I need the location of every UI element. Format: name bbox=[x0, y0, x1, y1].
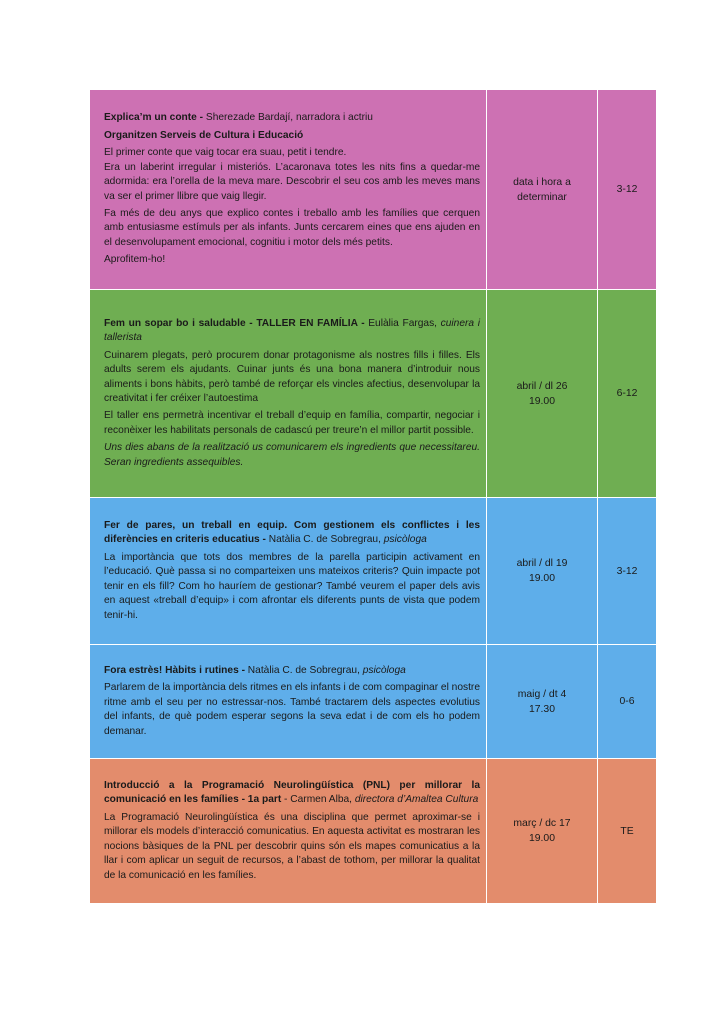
activity-title: Fora estrès! Hàbits i rutines - bbox=[104, 664, 245, 676]
activity-title: Fer de pares, un treball en equip. Com gestionem els conflictes i les diferències en criteris educatius - bbox=[104, 520, 480, 546]
activity-title: Introducció a la Programació Neurolingüística (PNL) per millorar la comunicació en les famílies - 1a part bbox=[104, 780, 480, 806]
activity-paragraph: Fa més de deu anys que explico contes i treballo amb les famílies que cerquen amb entusiasme estímuls per als infants. Junts cercarem eines que ens ajuden en el desenvolupament emocional, cognitiu i motor dels més petits. bbox=[104, 207, 480, 248]
activity-presenter: Natàlia C. de Sobregrau, bbox=[244, 664, 363, 676]
activity-ages: 3-12 bbox=[598, 498, 657, 645]
activity-presenter: Sherezade Bardají, narradora i actriu bbox=[203, 112, 373, 124]
activity-presenter-role: psicòloga bbox=[383, 534, 427, 546]
activity-description bbox=[90, 290, 487, 498]
activity-paragraph: El primer conte que vaig tocar era suau, petit i tendre. Era un laberint irregular i misteriós. L’acaronava totes les nits fins a quedar-me adormida: era l’orella de la meva mare. Descobrir el seu cos amb les meves mans va ser el primer llibre que vaig llegir. bbox=[104, 147, 480, 202]
activity-heading bbox=[104, 779, 480, 808]
activity-note: Uns dies abans de la realització us comunicarem els ingredients que necessitareu. Seran ingredients assequibles. bbox=[104, 442, 480, 468]
activity-presenter: Natàlia C. de Sobregrau, bbox=[265, 534, 384, 546]
activity-presenter: - Carmen Alba, bbox=[281, 794, 355, 806]
activity-ages: 3-12 bbox=[598, 90, 657, 290]
activity-row bbox=[90, 90, 657, 290]
activity-title: Explica’m un conte - bbox=[104, 112, 204, 124]
activity-heading bbox=[104, 664, 480, 678]
activity-paragraph: Aprofitem-ho! bbox=[104, 254, 166, 266]
activity-description bbox=[90, 90, 487, 290]
activity-date: març / dc 17 19.00 bbox=[487, 759, 598, 904]
activity-paragraph: La importància que tots dos membres de la parella participin activament en l’educació. Què passa si no comparteixen uns mateixos criteris? Quin impacte pot tenir en els fill? Com ho hauríem de gestionar? També veurem el paper dels avis en aquest «treball d’equip» i com afrontar els diferents punts de vista que podem tenir-hi. bbox=[104, 551, 480, 621]
activity-ages: 0-6 bbox=[598, 645, 657, 759]
activity-heading bbox=[104, 519, 480, 548]
activity-organizer: Organitzen Serveis de Cultura i Educació bbox=[104, 129, 304, 141]
activity-ages: 6-12 bbox=[598, 290, 657, 498]
activity-date: data i hora a determinar bbox=[487, 90, 598, 290]
activity-heading bbox=[104, 317, 480, 346]
activity-description bbox=[90, 498, 487, 645]
activities-table bbox=[89, 89, 657, 904]
activity-paragraph: El taller ens permetrà incentivar el treball d’equip en família, compartir, negociar i reconèixer les habilitats personals de cadascú per treure’n el millor partit possible. bbox=[104, 410, 480, 436]
activity-presenter: Eulàlia Fargas, bbox=[364, 317, 441, 329]
activity-row bbox=[90, 759, 657, 904]
activity-date: maig / dt 4 17.30 bbox=[487, 645, 598, 759]
activity-row bbox=[90, 498, 657, 645]
activity-presenter-role: cuinera i tallerista bbox=[104, 317, 480, 344]
activity-heading bbox=[104, 111, 480, 125]
activity-date: abril / dl 26 19.00 bbox=[487, 290, 598, 498]
activity-presenter-role: psicòloga bbox=[362, 664, 406, 676]
activity-row bbox=[90, 290, 657, 498]
activity-ages: TE bbox=[598, 759, 657, 904]
activity-date: abril / dl 19 19.00 bbox=[487, 498, 598, 645]
activity-description bbox=[90, 645, 487, 759]
activity-paragraph: La Programació Neurolingüística és una disciplina que permet aproximar-se i millorar els models d’interacció comunicatius. En aquesta activitat es mostraran les nocions bàsiques de la PNL per descobrir quins són els mapes comunicatius a la llar i com aplicar un seguit de recursos, a l’abast de tothom, per millorar la qualitat de la comunicació en les famílies. bbox=[104, 811, 480, 881]
activity-presenter-role: directora d’Amaltea Cultura bbox=[354, 794, 479, 806]
activity-paragraph: Parlarem de la importància dels ritmes en els infants i de com compaginar el nostre ritme amb el seu per no estressar-nos. També tractarem dels aspectes evolutius del infants, de què podem esperar segons la seva edat i de com els ho podem demanar. bbox=[104, 682, 480, 737]
activity-description bbox=[90, 759, 487, 904]
activity-row bbox=[90, 645, 657, 759]
activity-paragraph: Cuinarem plegats, però procurem donar protagonisme als nostres fills i filles. Els adults serem els ajudants. Cuinar junts és una bona manera d’introduir nous aliments i bons hàbits, però també de reforçar els vincles afectius, desenvolupar la creativitat i fer créixer l’autoestima bbox=[104, 349, 480, 404]
activity-title: Fem un sopar bo i saludable - TALLER EN FAMÍLIA - bbox=[104, 317, 365, 329]
